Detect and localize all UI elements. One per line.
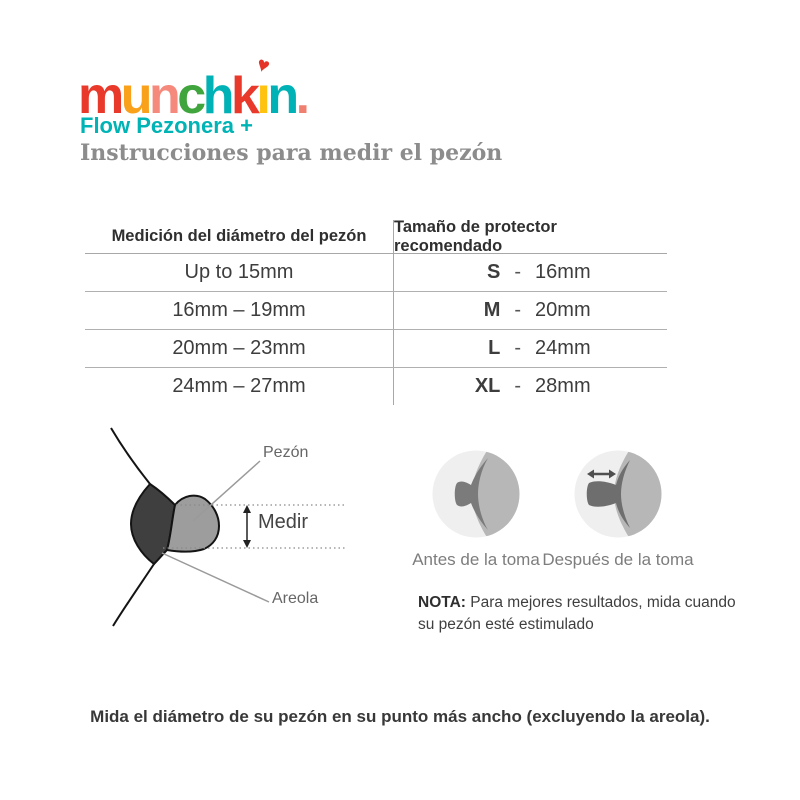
nipple-diameter-cell: Up to 15mm [184, 261, 294, 283]
skin-line-upper [111, 428, 150, 484]
nipple-diameter-cell: 16mm – 19mm [172, 299, 306, 321]
logo-letter: c [177, 67, 203, 125]
logo-letter: n [149, 67, 178, 125]
measure-arrow-icon [243, 505, 251, 548]
logo-letter: k [230, 67, 257, 125]
nipple-diameter-cell: 24mm – 27mm [172, 375, 306, 397]
logo-letter: ı ♥ [254, 52, 274, 125]
dash-separator: - [514, 375, 522, 397]
shield-diameter: 16mm [535, 261, 591, 283]
size-letter: L [488, 337, 501, 359]
table-row [85, 254, 667, 292]
logo-letter: u [120, 67, 150, 125]
note-text: NOTA: Para mejores resultados, mida cuando su pezón esté estimulado [418, 594, 736, 633]
column-header-measurement: Medición del diámetro del pezón [111, 227, 367, 245]
shield-size-cell [393, 368, 667, 405]
note-label: NOTA: [418, 594, 466, 611]
size-letter: S [487, 261, 501, 283]
shield-size-cell [393, 330, 667, 367]
after-feeding-icon [572, 448, 664, 540]
before-feeding-icon [430, 448, 522, 540]
logo-letter: n [267, 67, 296, 125]
shield-diameter: 24mm [535, 337, 591, 359]
shield-diameter: 28mm [535, 375, 591, 397]
heart-icon: ♥ [254, 52, 274, 79]
table-body [85, 254, 667, 405]
nipple-label: Pezón [263, 444, 309, 461]
table-row [85, 330, 667, 368]
table-row [85, 368, 667, 405]
measure-label: Medir [258, 511, 309, 533]
areola-pointer-line [162, 553, 269, 602]
dash-separator: - [514, 299, 522, 321]
table-header-row [85, 217, 667, 255]
shield-size-cell [393, 292, 667, 329]
shield-size-cell [393, 254, 667, 291]
skin-line-lower [113, 564, 154, 626]
size-table [85, 217, 667, 405]
product-name: Flow Pezonera + [80, 113, 253, 138]
column-header-size: Tamaño de protector recomendado [393, 220, 667, 253]
table-row [85, 292, 667, 330]
size-letter: M [483, 299, 501, 321]
feeding-comparison [410, 448, 694, 570]
after-feeding-label: Después de la toma [542, 550, 694, 569]
logo-letter: m [78, 67, 121, 125]
size-letter: XL [474, 375, 501, 397]
footer-instruction: Mida el diámetro de su pezón en su punto más ancho (excluyendo la areola). [90, 707, 710, 726]
dash-separator: - [514, 337, 522, 359]
page-title: Instrucciones para medir el pezón [80, 140, 503, 166]
before-feeding [410, 448, 542, 570]
dash-separator: - [514, 261, 522, 283]
shield-diameter: 20mm [535, 299, 591, 321]
logo-letter: h [202, 67, 231, 125]
logo-letter: . [295, 67, 307, 125]
areola-shape [131, 484, 175, 564]
after-feeding [542, 448, 694, 570]
before-feeding-label: Antes de la toma [412, 550, 540, 569]
areola-label: Areola [272, 590, 319, 607]
nipple-diameter-cell: 20mm – 23mm [172, 337, 306, 359]
measuring-diagram [70, 422, 400, 632]
